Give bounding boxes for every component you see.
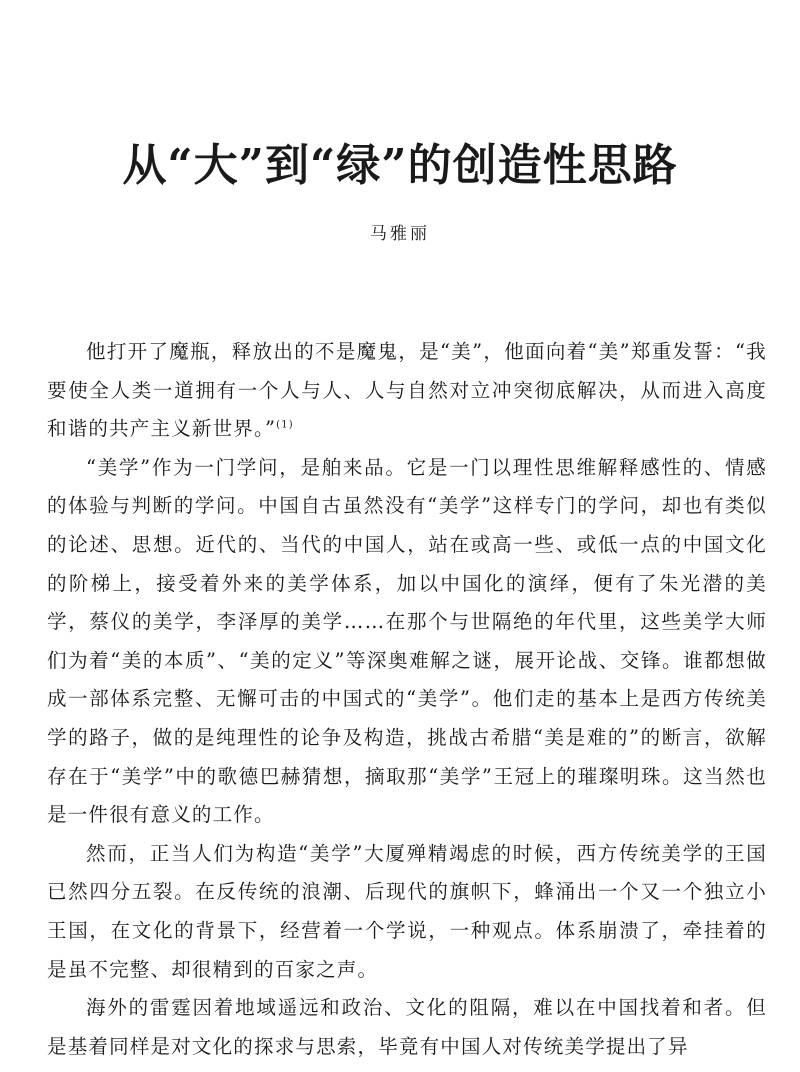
paragraph-3: 然而，正当人们为构造“美学”大厦殚精竭虑的时候，西方传统美学的王国已然四分五裂。在反传统的浪潮、后现代的旗帜下，蜂涌出一个又一个独立小王国，在文化的背景下，经营着一个学说，一种观点。体系崩溃了，牵挂着的是虽不完整、却很精到的百家之声。 xyxy=(47,841,767,981)
paragraph-1-text: 他打开了魔瓶，释放出的不是魔鬼，是“美”，他面向着“美”郑重发誓：“我要使全人类一道拥有一个人与人、人与自然对立冲突彻底解决，从而进入高度和谐的共产主义新世界。” xyxy=(47,340,767,441)
paragraph-1 xyxy=(47,333,767,449)
paragraph-2: “美学”作为一门学问，是舶来品。它是一门以理性思维解释感性的、情感的体验与判断的学问。中国自古虽然没有“美学”这样专门的学问，却也有类似的论述、思想。近代的、当代的中国人，站在或高一些、或低一点的中国文化的阶梯上，接受着外来的美学体系，加以中国化的演绎，便有了朱光潜的美学，蔡仪的美学，李泽厚的美学……在那个与世隔绝的年代里，这些美学大师们为着“美的本质”、“美的定义”等深奥难解之谜，展开论战、交锋。谁都想做成一部体系完整、无懈可击的中国式的“美学”。他们走的基本上是西方传统美学的路子，做的是纯理性的论争及构造，挑战古希腊“美是难的”的断言，欲解存在于“美学”中的歌德巴赫猜想，摘取那“美学”王冠上的璀璨明珠。这当然也是一件很有意义的工作。 xyxy=(47,455,767,827)
article-body xyxy=(47,333,767,1066)
paragraph-4: 海外的雷霆因着地域遥远和政治、文化的阻隔，难以在中国找着和者。但是基着同样是对文化的探求与思索，毕竟有中国人对传统美学提出了异 xyxy=(47,996,767,1058)
author-name: 马雅丽 xyxy=(370,224,430,244)
article-title: 从“大”到“绿”的创造性思路 xyxy=(122,140,678,191)
footnote-marker: (1) xyxy=(276,419,294,431)
